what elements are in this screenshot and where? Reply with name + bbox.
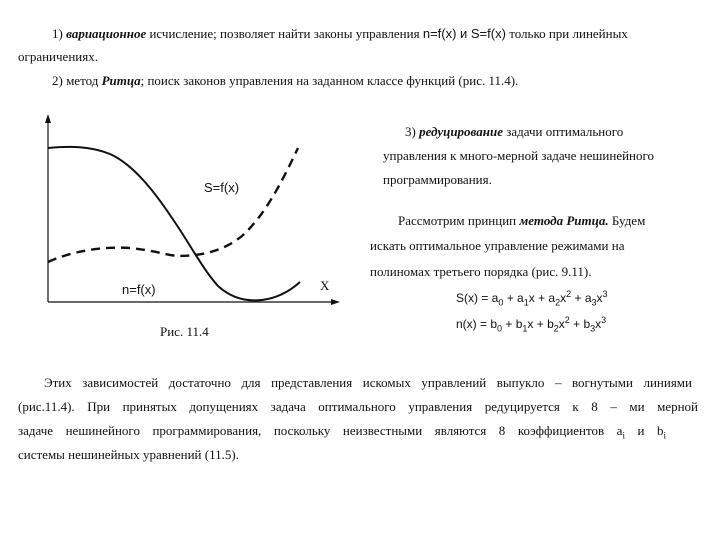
ritz-para-line-2-text: искать оптимальное управление режимами на [370,238,625,253]
eq-n-sub-2: 2 [553,323,559,334]
eq-s-lhs: S(x) = a [456,291,499,305]
item-1-cont-text: ограничениях. [18,49,98,64]
ritz-para-line-3-text: полиномах третьего порядка (рис. 9.11). [370,264,592,279]
n-curve [48,148,298,262]
eq-n-p5: x [595,317,602,331]
bottom-para-line-1 [44,375,692,391]
item-3-line-3-text: программирования. [383,172,492,187]
ritz-para-prefix: Рассмотрим принцип [398,213,520,228]
s-curve [48,147,300,301]
eq-s-sub-3: 3 [591,297,597,308]
eq-n-p1: + b [502,317,523,331]
y-axis-arrow [45,114,51,123]
item-1-formulas: n=f(x) и S=f(x) [422,26,506,41]
s-curve-label: S=f(x) [204,180,240,195]
item-3-line-2-text: управления к много-мерной задаче нешинейного [383,148,655,163]
item-1-text-b: только при линейных [505,26,628,41]
eq-s-sub-1: 1 [523,297,529,308]
n-curve-label: n=f(x) [122,282,156,297]
bottom-para-line-3-mid: и b [624,423,664,438]
item-2-prefix: 2) метод [52,73,102,88]
eq-n-sub-1: 1 [522,323,528,334]
ritz-para-term: метода Ритца. [519,213,609,228]
item-1-continuation [18,49,98,65]
ritz-para-line-1 [398,213,645,229]
item-2-text: ; поиск законов управления на заданном классе функций (рис. 11.4). [140,73,519,88]
eq-s-p1: + a [503,291,524,305]
bottom-para-line-4-text: системы нешинейных уравнений (11.5). [18,447,239,462]
bottom-para-sub-b: i [663,430,666,441]
item-3-line-2 [383,148,654,164]
item-3-line-3 [383,172,492,188]
ritz-para-line-2 [370,238,624,254]
item-3-term: редуцирование [419,124,503,139]
x-axis-label: X [320,278,330,293]
x-axis-arrow [331,299,340,305]
item-1-prefix: 1) [52,26,67,41]
bottom-para-line-2-text: (рис.11.4). При принятых допущениях задача оптимального управления редуцируется к 8 – ми мерной [18,399,698,414]
eq-s-p5: x [596,291,603,305]
eq-s-p2: x + a [528,291,556,305]
eq-s-exp-3: 3 [602,289,608,299]
eq-n-p2: x + b [527,317,554,331]
eq-n-sub-0: 0 [497,323,503,334]
eq-s-p3: x [560,291,567,305]
item-1-text-a: исчисление; позволяет найти законы управления [146,26,423,41]
equation-s [456,290,608,306]
eq-n-p4: + b [569,317,591,331]
item-3-prefix: 3) [405,124,420,139]
ritz-para-suffix: Будем [608,213,646,228]
item-2-term: Ритца [101,73,141,88]
item-3-text-a: задачи оптимального [502,124,624,139]
bottom-para-line-2 [18,399,698,415]
eq-s-p4: + a [571,291,592,305]
bottom-para-sub-a: i [622,430,625,441]
eq-n-lhs: n(x) = b [456,317,498,331]
item-3-line-1 [405,124,623,140]
bottom-para-line-3 [18,423,666,439]
eq-n-sub-3: 3 [590,323,596,334]
ritz-para-line-3 [370,264,591,280]
bottom-para-line-4 [18,447,239,463]
item-2-line [52,73,518,89]
bottom-para-line-3-text: задаче нешинейного программирования, поскольку неизвестными являются 8 коэффициентов a [18,423,623,438]
eq-n-exp-3: 3 [601,315,607,325]
eq-n-p3: x [558,317,565,331]
eq-n-exp-2: 2 [564,315,570,325]
figure-11-4 [30,110,360,339]
eq-s-sub-0: 0 [498,297,504,308]
figure-caption: Рис. 11.4 [160,324,209,339]
equation-n [456,316,606,332]
item-1-term: вариационное [66,26,147,41]
eq-s-exp-2: 2 [566,289,572,299]
eq-s-sub-2: 2 [555,297,561,308]
bottom-para-line-1-text: Этих зависимостей достаточно для представления искомых управлений выпукло – вогнутыми линиями [44,375,692,390]
item-1-line [52,26,628,42]
